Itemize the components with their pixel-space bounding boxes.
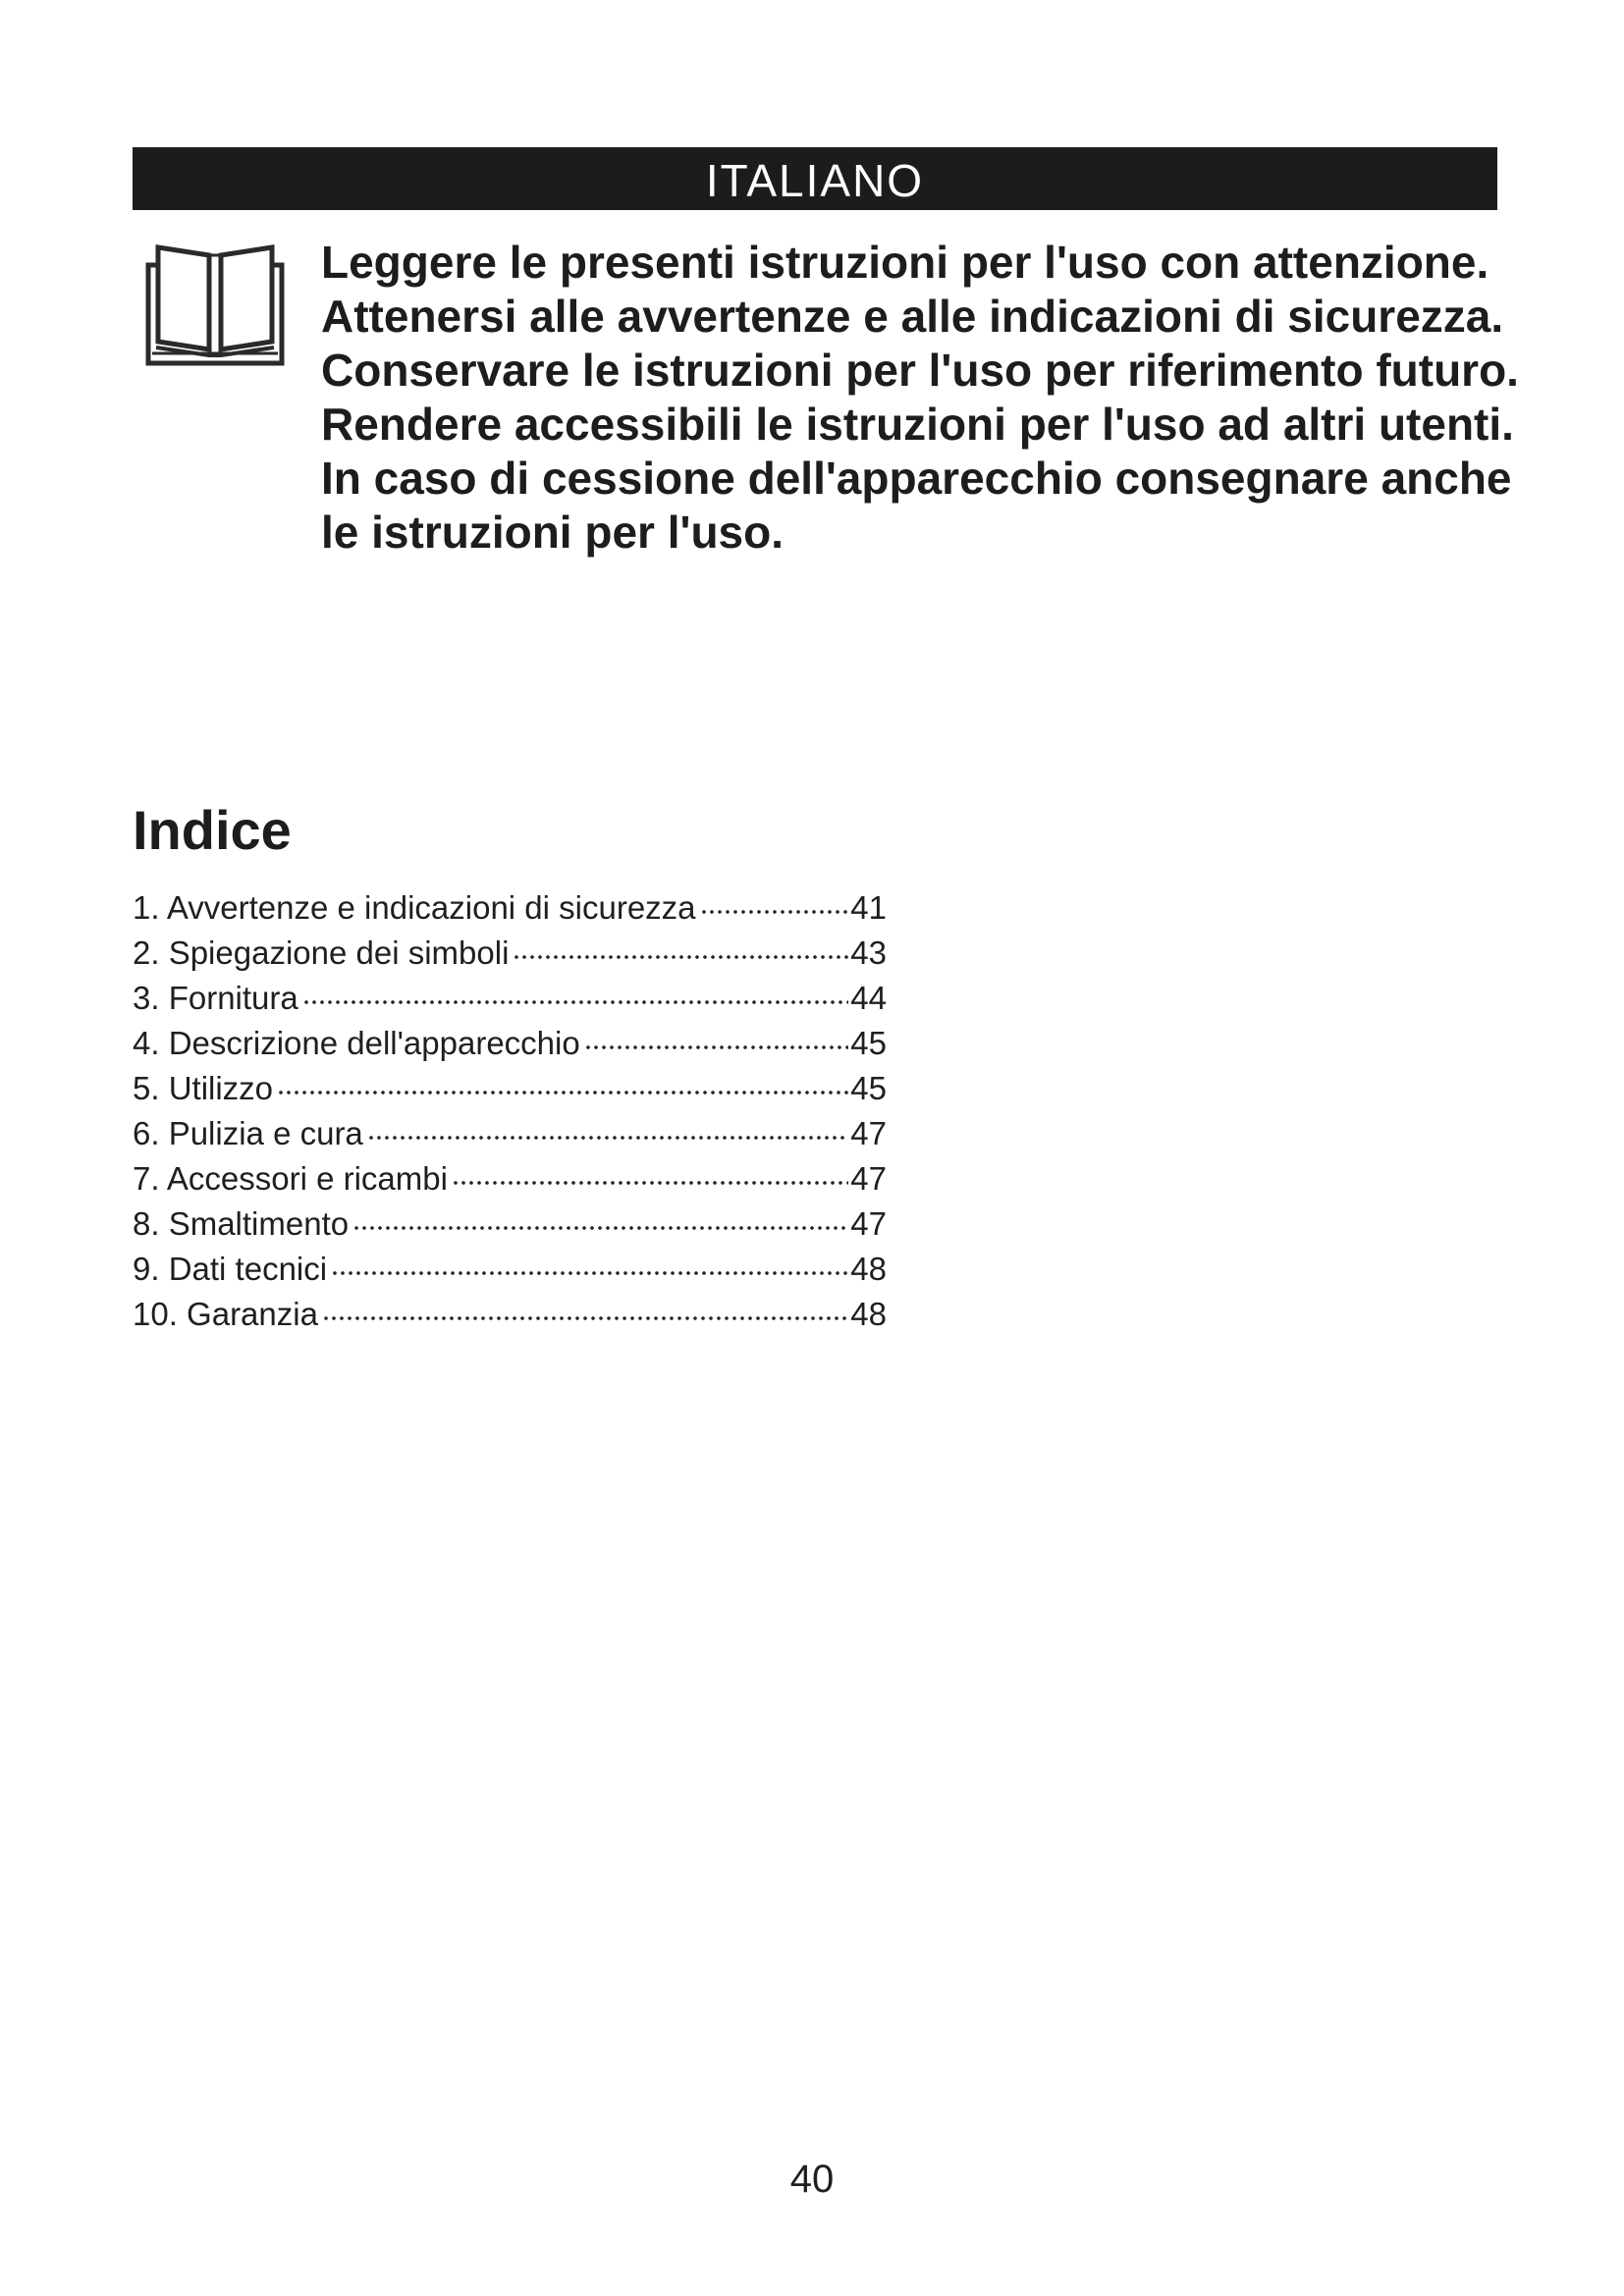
book-manual-icon — [144, 243, 286, 367]
toc-entry[interactable] — [133, 1248, 887, 1293]
toc-entry[interactable] — [133, 1293, 887, 1338]
dot-leader — [277, 1069, 848, 1101]
toc-entry-label: 9. Dati tecnici — [133, 1251, 328, 1287]
intro-line: Leggere le presenti istruzioni per l'uso con attenzione. — [321, 237, 1489, 288]
intro-line: In caso di cessione dell'apparecchio consegnare anche — [321, 453, 1512, 504]
intro-line: le istruzioni per l'uso. — [321, 507, 785, 558]
dot-leader — [367, 1114, 848, 1147]
toc-entry-page: 48 — [850, 1251, 887, 1287]
toc-entry[interactable] — [133, 1157, 887, 1202]
dot-leader — [331, 1250, 848, 1282]
safety-instructions-text — [321, 236, 1519, 560]
intro-line: Conservare le istruzioni per l'uso per riferimento futuro. — [321, 345, 1519, 396]
toc-entry[interactable] — [133, 932, 887, 977]
toc-entry-label: 10. Garanzia — [133, 1296, 318, 1332]
toc-entry-page: 44 — [850, 980, 887, 1016]
toc-entry-page: 45 — [850, 1070, 887, 1106]
toc-entry-page: 43 — [850, 934, 887, 971]
page-number: 40 — [789, 2158, 835, 2201]
toc-entry-label: 5. Utilizzo — [133, 1070, 274, 1106]
toc-entry-page: 47 — [850, 1205, 887, 1242]
toc-entry[interactable] — [133, 1202, 887, 1248]
language-header-bar — [133, 147, 1497, 210]
toc-entry-page: 48 — [850, 1296, 887, 1332]
toc-entry[interactable] — [133, 1112, 887, 1157]
toc-entry[interactable] — [133, 1022, 887, 1067]
dot-leader — [584, 1024, 849, 1056]
dot-leader — [452, 1159, 848, 1192]
dot-leader — [700, 888, 849, 921]
intro-line: Attenersi alle avvertenze e alle indicazioni di sicurezza. — [321, 291, 1504, 342]
intro-line: Rendere accessibili le istruzioni per l'uso ad altri utenti. — [321, 399, 1514, 450]
language-title: ITALIANO — [705, 155, 925, 206]
toc-entry[interactable] — [133, 886, 887, 932]
toc-entry-label: 2. Spiegazione dei simboli — [133, 934, 510, 971]
table-of-contents — [133, 886, 887, 1338]
dot-leader — [302, 979, 849, 1011]
toc-entry-label: 3. Fornitura — [133, 980, 298, 1016]
table-of-contents-title: Indice — [133, 799, 292, 861]
toc-entry-label: 1. Avvertenze e indicazioni di sicurezza — [133, 889, 696, 926]
toc-entry-label: 7. Accessori e ricambi — [133, 1160, 448, 1197]
toc-entry[interactable] — [133, 977, 887, 1022]
dot-leader — [322, 1295, 848, 1327]
dot-leader — [352, 1204, 848, 1237]
toc-entry-page: 41 — [850, 889, 887, 926]
dot-leader — [513, 934, 848, 966]
toc-entry-page: 45 — [850, 1025, 887, 1061]
toc-entry-label: 6. Pulizia e cura — [133, 1115, 363, 1151]
toc-entry-label: 4. Descrizione dell'apparecchio — [133, 1025, 580, 1061]
toc-entry-page: 47 — [850, 1115, 887, 1151]
toc-entry-label: 8. Smaltimento — [133, 1205, 350, 1242]
toc-entry-page: 47 — [850, 1160, 887, 1197]
toc-entry[interactable] — [133, 1067, 887, 1112]
